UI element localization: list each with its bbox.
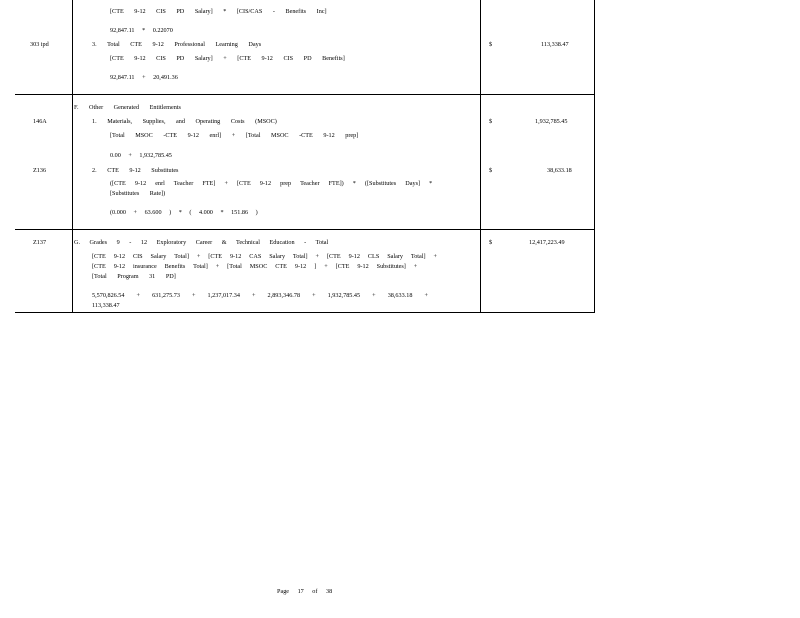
values: 0.00 + 1,932,785.45 xyxy=(110,152,172,159)
row-code: 146A xyxy=(33,118,47,125)
amount: 38,633.18 xyxy=(547,167,572,174)
amount: 12,417,223.49 xyxy=(529,239,565,246)
formula-line-1: ([CTE 9-12 enrl Teacher FTE] + [CTE 9-12 prep Teacher FTE]) * ([Substitutes Days] * xyxy=(110,180,433,187)
item-label: 1. Materials, Supplies, and Operating Costs (MSOC) xyxy=(92,118,277,125)
formula: [Total MSOC -CTE 9-12 enrl] + [Total MSOC -CTE 9-12 prep] xyxy=(110,132,359,139)
table-right-border xyxy=(594,0,595,313)
row-code: 303 ipd xyxy=(30,41,49,48)
item-label: 3. Total CTE 9-12 Professional Learning Days xyxy=(92,41,262,48)
values-line-2: 113,338.47 xyxy=(92,302,120,309)
values-top: 92,847.11 * 0.22070 xyxy=(110,27,173,34)
row-code: Z136 xyxy=(33,167,47,174)
col-divider-left xyxy=(72,0,73,313)
formula-line-2: [CTE 9-12 insurance Benefits Total] + [Total MSOC CTE 9-12 ] + [CTE 9-12 Substitutes] + xyxy=(92,263,418,270)
section-heading: F. Other Generated Entitlements xyxy=(74,104,181,111)
row-divider-2 xyxy=(15,229,595,230)
row-divider-1 xyxy=(15,94,595,95)
col-divider-right xyxy=(480,0,481,313)
dollar-sign: $ xyxy=(489,167,493,174)
formula-line-3: [Total Program 31 PD] xyxy=(92,273,176,280)
table-bottom-border xyxy=(15,312,595,313)
page-number: Page 17 of 38 xyxy=(277,588,333,595)
dollar-sign: $ xyxy=(489,118,493,125)
section-heading: G. Grades 9 - 12 Exploratory Career & Technical Education - Total xyxy=(74,239,329,246)
formula: [CTE 9-12 CIS PD Salary] + [CTE 9-12 CIS PD Benefits] xyxy=(110,55,345,62)
amount: 1,932,785.45 xyxy=(535,118,568,125)
formula-line-2: [Substitutes Rate]) xyxy=(110,190,166,197)
values: 92,847.11 + 20,491.36 xyxy=(110,74,178,81)
dollar-sign: $ xyxy=(489,41,493,48)
dollar-sign: $ xyxy=(489,239,493,246)
item-label: 2. CTE 9-12 Substitutes xyxy=(92,167,179,174)
formula-top: [CTE 9-12 CIS PD Salary] * [CIS/CAS - Benefits Inc] xyxy=(110,8,327,15)
row-code: Z137 xyxy=(33,239,47,246)
amount: 113,338.47 xyxy=(541,41,569,48)
values-line-1: 5,570,826.54 + 631,275.73 + 1,237,017.34 + 2,893,346.78 + 1,932,785.45 + 38,633.18 + xyxy=(92,292,428,299)
formula-line-1: [CTE 9-12 CIS Salary Total] + [CTE 9-12 CAS Salary Total] + [CTE 9-12 CLS Salary Total] + xyxy=(92,253,437,260)
values: (0.000 + 63.600 ) * ( 4.000 * 151.86 ) xyxy=(110,209,258,216)
